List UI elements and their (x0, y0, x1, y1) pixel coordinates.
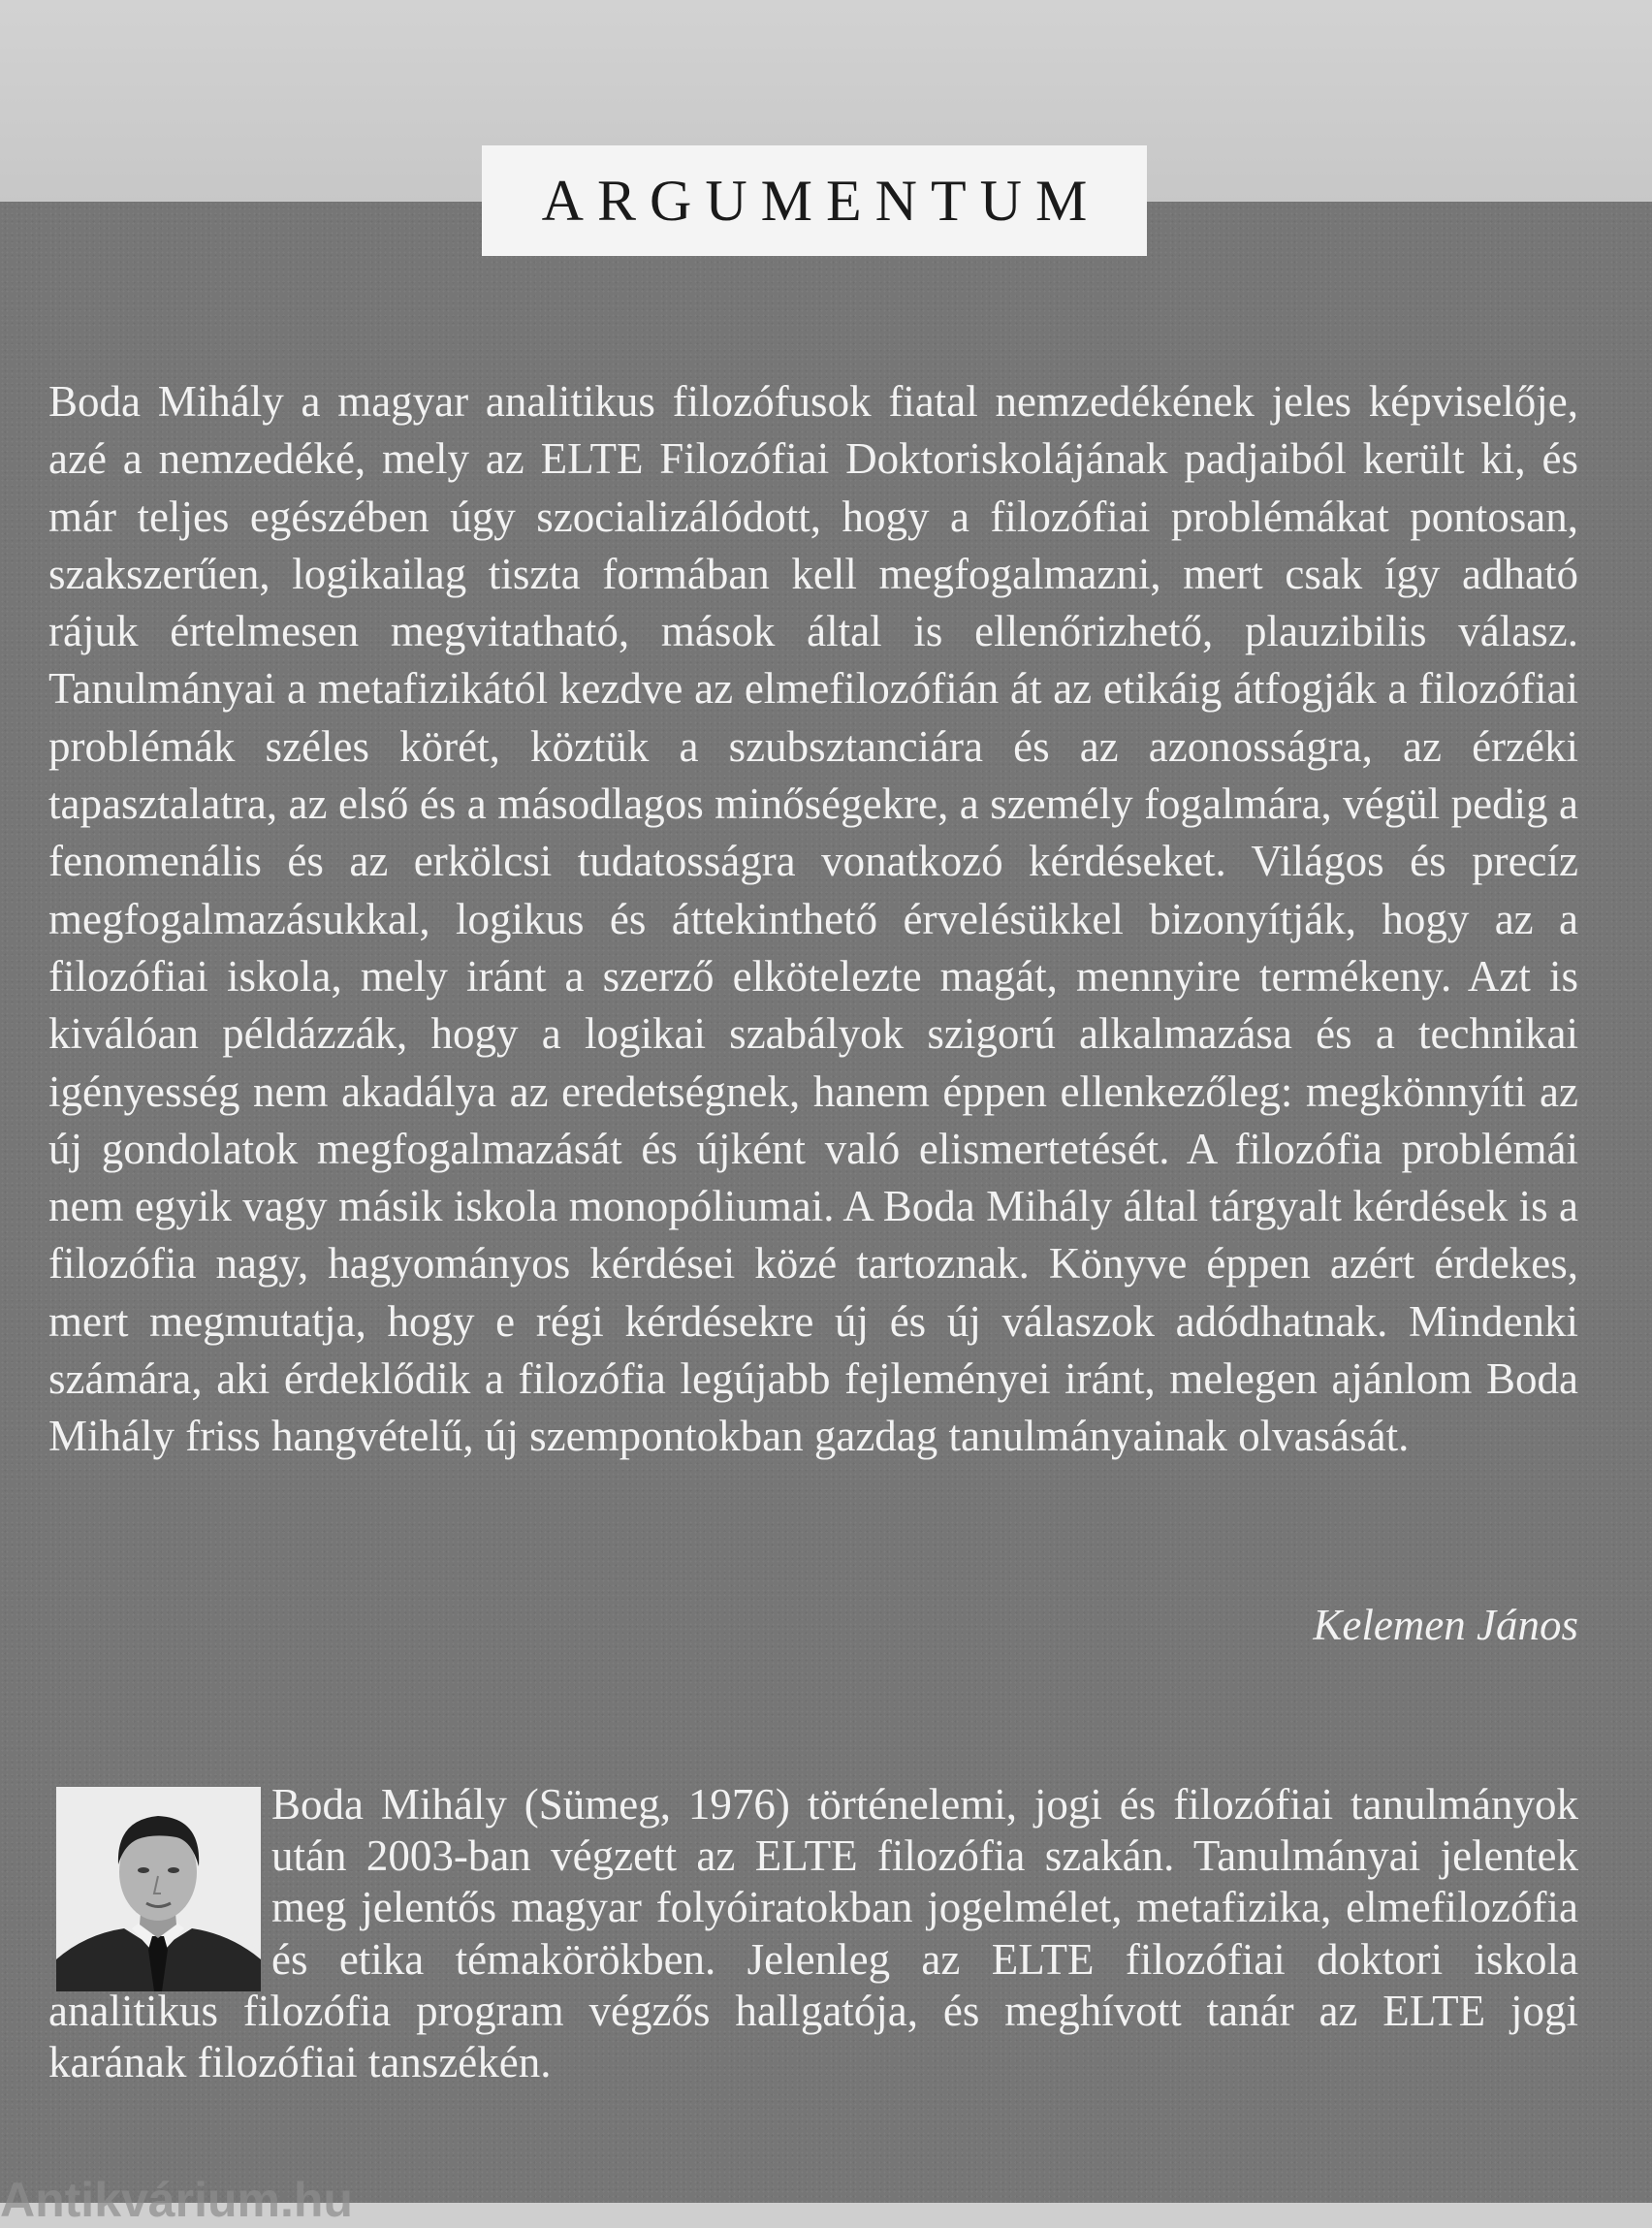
page-title: ARGUMENTUM (541, 168, 1101, 233)
author-bio-text: Boda Mihály (Sümeg, 1976) történelemi, jogi és filozófiai tanulmányok után 2003-ban végzett az ELTE filozófia szakán. Tanulmányai jelentek meg jelentős magyar folyóiratokban jogelmélet, metafizika, elmefilozófia és etika témakörökben. Jelenleg az ELTE filozófiai doktori iskola analitikus filozófia program végzős hallgatója, és meghívott tanár az ELTE jogi karának filozófiai tanszékén. (48, 1780, 1578, 2087)
author-signature: Kelemen János (1313, 1601, 1578, 1649)
watermark: Antikvárium.hu (0, 2173, 353, 2227)
title-box (482, 145, 1147, 256)
argument-text: Boda Mihály a magyar analitikus filozófusok fiatal nemzedékének jeles képviselője, azé a nemzedéké, mely az ELTE Filozófiai Doktoriskolájának padjaiból került ki, és már teljes egészében úgy szocializálódott, hogy a filozófiai problémákat pontosan, szakszerűen, logikailag tiszta formában kell megfogalmazni, mert csak így adható rájuk értelmesen megvitatható, mások által is ellenőrizhető, plauzibilis válasz. Tanulmányai a metafizikától kezdve az elmefilozófián át az etikáig átfogják a filozófiai problémák széles körét, köztük a szubsztanciára és az azonosságra, az érzéki tapasztalatra, az első és a másodlagos minőségekre, a személy fogalmára, végül pedig a fenomenális és az erkölcsi tudatosságra vonatkozó kérdéseket. Világos és precíz megfogalmazásukkal, logikus és áttekinthető érvelésükkel bizonyítják, hogy az a filozófiai iskola, mely iránt a szerző elkötelezte magát, mennyire termékeny. Azt is kiválóan példázzák, hogy a logikai szabályok szigorú alkalmazása és a technikai igényesség nem akadálya az eredetségnek, hanem éppen ellenkezőleg: megkönnyíti az új gondolatok megfogalmazását és újként való elismertetését. A filozófia problémái nem egyik vagy másik iskola monopóliumai. A Boda Mihály által tárgyalt kérdések is a filozófia nagy, hagyományos kérdései közé tartoznak. Könyve éppen azért érdekes, mert megmutatja, hogy e régi kérdésekre új és új válaszok adódhatnak. Mindenki számára, aki érdeklődik a filozófia legújabb fejleményei iránt, melegen ajánlom Boda Mihály friss hangvételű, új szempontokban gazdag tanulmányainak olvasását. (48, 377, 1578, 1461)
author-bio (48, 1779, 1578, 2088)
